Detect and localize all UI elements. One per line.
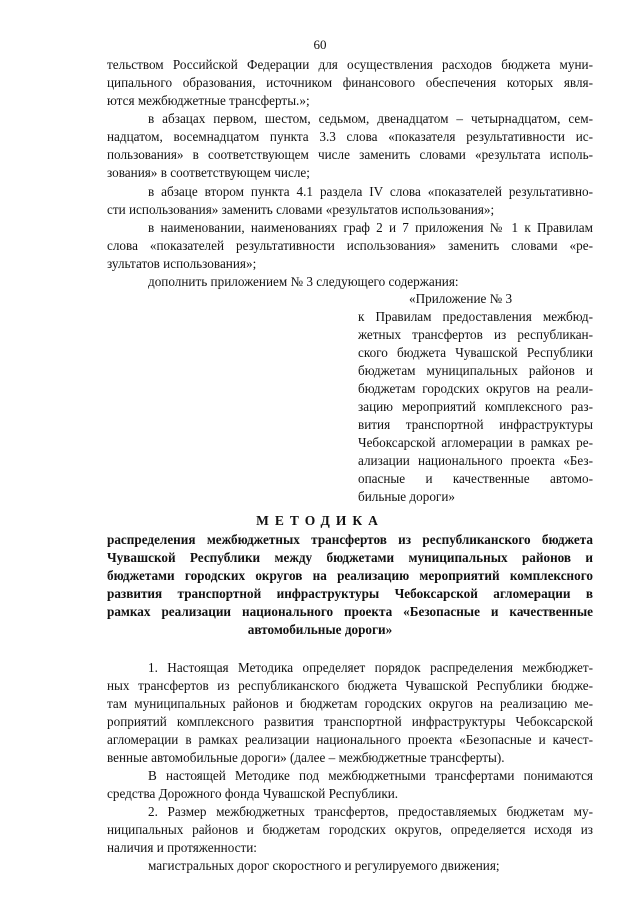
appendix-line: жетных трансфертов из республикан- <box>358 327 593 342</box>
method-subtitle-line: автомобильные дороги» <box>247 622 393 637</box>
paragraph-line: в абзаце втором пункта 4.1 раздела IV слова «показателей результативно- <box>148 184 593 199</box>
method-subtitle-line: распределения межбюджетных трансфертов из республиканского бюджета <box>107 532 593 547</box>
body-line: магистральных дорог скоростного и регулируемого движения; <box>148 858 500 873</box>
appendix-line: зацию мероприятий комплексного раз- <box>358 399 593 414</box>
body-line: ниципальных районов и бюджетам городских округов, определяется исходя из <box>107 822 593 837</box>
appendix-line: Чебоксарской агломерации в рамках ре- <box>358 435 593 450</box>
body-line: роприятий комплексного развития транспортной инфраструктуры Чебоксарской <box>107 714 593 729</box>
paragraph-line: ются межбюджетные трансферты.»; <box>107 93 310 108</box>
body-line: там муниципальных районов и бюджетам городских округов на реализацию ме- <box>107 696 593 711</box>
body-line: В настоящей Методике под межбюджетными трансфертами понимаются <box>148 768 593 783</box>
body-line: агломерации в рамках реализации национального проекта «Безопасные и качест- <box>107 732 593 747</box>
appendix-line: вития транспортной инфраструктуры <box>358 417 593 432</box>
appendix-line: бильные дороги» <box>358 489 455 504</box>
appendix-line: бюджетам городских округов на реали- <box>358 381 593 396</box>
body-line: 1. Настоящая Методика определяет порядок распределения межбюджет- <box>148 660 593 675</box>
page-number: 60 <box>313 37 327 52</box>
method-subtitle-line: рамках реализации национального проекта «Безопасные и качественные <box>107 604 593 619</box>
body-line: наличия и протяженности: <box>107 840 257 855</box>
paragraph-line: в абзацах первом, шестом, седьмом, двенадцатом – четырнадцатом, сем- <box>148 111 593 126</box>
appendix-line: к Правилам предоставления межбюд- <box>358 309 593 324</box>
method-subtitle-line: Чувашской Республики между бюджетами муниципальных районов и <box>107 550 593 565</box>
paragraph-line: надцатом, восемнадцатом пункта 3.3 слова «показателя результативности ис- <box>107 129 593 144</box>
appendix-line: ализации национального проекта «Без- <box>358 453 593 468</box>
appendix-line: ского бюджета Чувашской Республики <box>358 345 593 360</box>
method-title: МЕТОДИКА <box>256 513 384 528</box>
appendix-line: опасные и качественные автомо- <box>358 471 593 486</box>
paragraph-line: дополнить приложением № 3 следующего содержания: <box>148 274 459 289</box>
paragraph-line: ципального образования, источником финансового обеспечения которых явля- <box>107 75 593 90</box>
paragraph-line: в наименовании, наименованиях граф 2 и 7 приложения № 1 к Правилам <box>148 220 593 235</box>
appendix-line: бюджетам муниципальных районов и <box>358 363 593 378</box>
body-line: венные автомобильные дороги» (далее – межбюджетные трансферты). <box>107 750 505 765</box>
paragraph-line: тельством Российской Федерации для осуществления расходов бюджета муни- <box>107 57 593 72</box>
body-line: 2. Размер межбюджетных трансфертов, предоставляемых бюджетам му- <box>148 804 593 819</box>
paragraph-line: пользования» в соответствующем числе заменить словами «результата исполь- <box>107 147 593 162</box>
body-line: ных трансфертов из республиканского бюджета Чувашской Республики бюдже- <box>107 678 593 693</box>
paragraph-line: слова «показателей результативности использования» заменить словами «ре- <box>107 238 593 253</box>
paragraph-line: сти использования» заменить словами «результатов использования»; <box>107 202 495 217</box>
body-line: средства Дорожного фонда Чувашской Республики. <box>107 786 399 801</box>
paragraph-line: зультатов использования»; <box>107 256 257 271</box>
paragraph-line: зования» в соответствующем числе; <box>107 165 310 180</box>
appendix-heading: «Приложение № 3 <box>409 291 513 306</box>
method-subtitle-line: бюджетами городских округов на реализацию мероприятий комплексного <box>107 568 593 583</box>
method-subtitle-line: развития транспортной инфраструктуры Чебоксарской агломерации в <box>107 586 593 601</box>
